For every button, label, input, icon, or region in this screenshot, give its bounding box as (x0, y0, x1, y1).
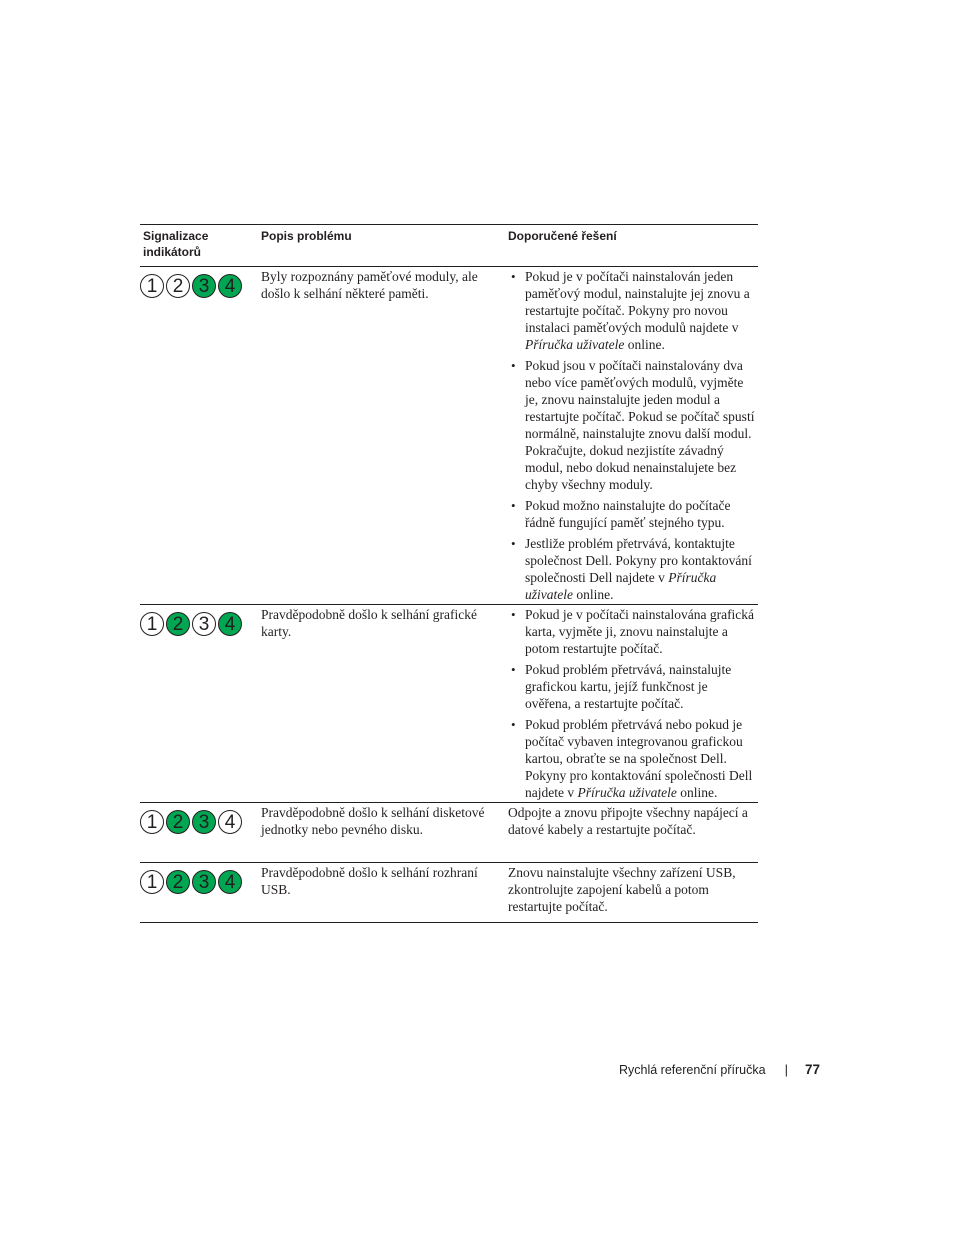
solution-item (525, 268, 755, 353)
indicator-cell (140, 863, 258, 923)
solution-text-part: Pokud je v počítači nainstalována grafická karta, vyjměte ji, znovu nainstalujte a potom restartujte počítač. (525, 607, 755, 656)
table-header-row (140, 225, 758, 267)
problem-description: Pravděpodobně došlo k selhání disketové jednotky nebo pevného disku. (258, 803, 505, 863)
solution-item (525, 357, 755, 493)
indicator-3-off: 3 (192, 612, 216, 636)
page-number: 77 (804, 1062, 820, 1077)
indicator-3-on: 3 (192, 870, 216, 894)
indicator-2-on: 2 (166, 810, 190, 834)
indicator-lights (140, 870, 258, 894)
indicator-1-off: 1 (140, 612, 164, 636)
solution-text-part: Pokud problém přetrvává, nainstalujte grafickou kartu, jejíž funkčnost je ověřena, a restartujte počítač. (525, 662, 732, 711)
indicator-cell (140, 605, 258, 803)
indicator-2-on: 2 (166, 612, 190, 636)
indicator-lights (140, 274, 258, 298)
manual-title: Příručka uživatele (525, 337, 625, 352)
manual-title: Příručka uživatele (525, 570, 717, 602)
footer-separator: | (784, 1062, 788, 1077)
indicator-1-off: 1 (140, 274, 164, 298)
table-row (140, 605, 758, 803)
solution-item (525, 606, 755, 657)
indicator-lights (140, 612, 258, 636)
solution-cell (505, 267, 758, 605)
table-row (140, 803, 758, 863)
footer-title: Rychlá referenční příručka (618, 1062, 766, 1077)
header-indicators: Signalizace indikátorů (140, 225, 258, 267)
solution-item (525, 497, 755, 531)
solution-text-part: Jestliže problém přetrvává, kontaktujte společnost Dell. Pokyny pro kontaktování společnosti Dell najdete v (525, 536, 752, 585)
page-footer (560, 1062, 820, 1077)
indicator-2-off: 2 (166, 274, 190, 298)
indicator-1-off: 1 (140, 810, 164, 834)
solution-item (525, 661, 755, 712)
solution-text: Odpojte a znovu připojte všechny napájecí a datové kabely a restartujte počítač. (505, 803, 758, 863)
solution-text-part: online. (572, 587, 614, 602)
indicator-2-on: 2 (166, 870, 190, 894)
problem-description: Byly rozpoznány paměťové moduly, ale došlo k selhání některé paměti. (258, 267, 505, 605)
solution-item (525, 716, 755, 801)
header-problem-description: Popis problému (258, 225, 505, 267)
solution-text-part: Pokud problém přetrvává nebo pokud je počítač vybaven integrovanou grafickou kartou, obraťte se na společnost Dell. Pokyny pro kontaktování společnosti Dell najdete v (525, 717, 753, 800)
solution-list (508, 606, 755, 801)
manual-title: Příručka uživatele (577, 785, 677, 800)
solution-text: Znovu nainstalujte všechny zařízení USB, zkontrolujte zapojení kabelů a potom restartujte počítač. (505, 863, 758, 923)
solution-text-part: Pokud jsou v počítači nainstalovány dva nebo více paměťových modulů, vyjměte je, znovu nainstalujte jeden modul a restartujte počítač. Pokud se počítač spustí normálně, nainstalujte znovu další modul. Pokračujte, dokud nezjistíte závadný modul, nebo dokud nenainstalujete bez chyby všechny moduly. (525, 358, 755, 492)
indicator-cell (140, 803, 258, 863)
indicator-4-on: 4 (218, 612, 242, 636)
indicator-lights (140, 810, 258, 834)
table-row (140, 267, 758, 605)
problem-description: Pravděpodobně došlo k selhání grafické karty. (258, 605, 505, 803)
header-recommended-solution: Doporučené řešení (505, 225, 758, 267)
solution-cell (505, 605, 758, 803)
indicator-table (140, 224, 758, 923)
solution-text-part: online. (624, 337, 665, 352)
indicator-4-on: 4 (218, 274, 242, 298)
solution-text-part: online. (676, 785, 718, 800)
indicator-3-on: 3 (192, 810, 216, 834)
indicator-3-on: 3 (192, 274, 216, 298)
indicator-1-off: 1 (140, 870, 164, 894)
solution-item (525, 535, 755, 603)
indicator-4-on: 4 (218, 870, 242, 894)
solution-text-part: Pokud možno nainstalujte do počítače řádně fungující paměť stejného typu. (525, 498, 731, 530)
indicator-4-off: 4 (218, 810, 242, 834)
solution-text-part: Pokud je v počítači nainstalován jeden paměťový modul, nainstalujte jej znovu a restartujte počítač. Pokyny pro novou instalaci paměťových modulů najdete v (525, 269, 750, 335)
solution-list (508, 268, 755, 603)
indicator-cell (140, 267, 258, 605)
problem-description: Pravděpodobně došlo k selhání rozhraní USB. (258, 863, 505, 923)
table-row (140, 863, 758, 923)
